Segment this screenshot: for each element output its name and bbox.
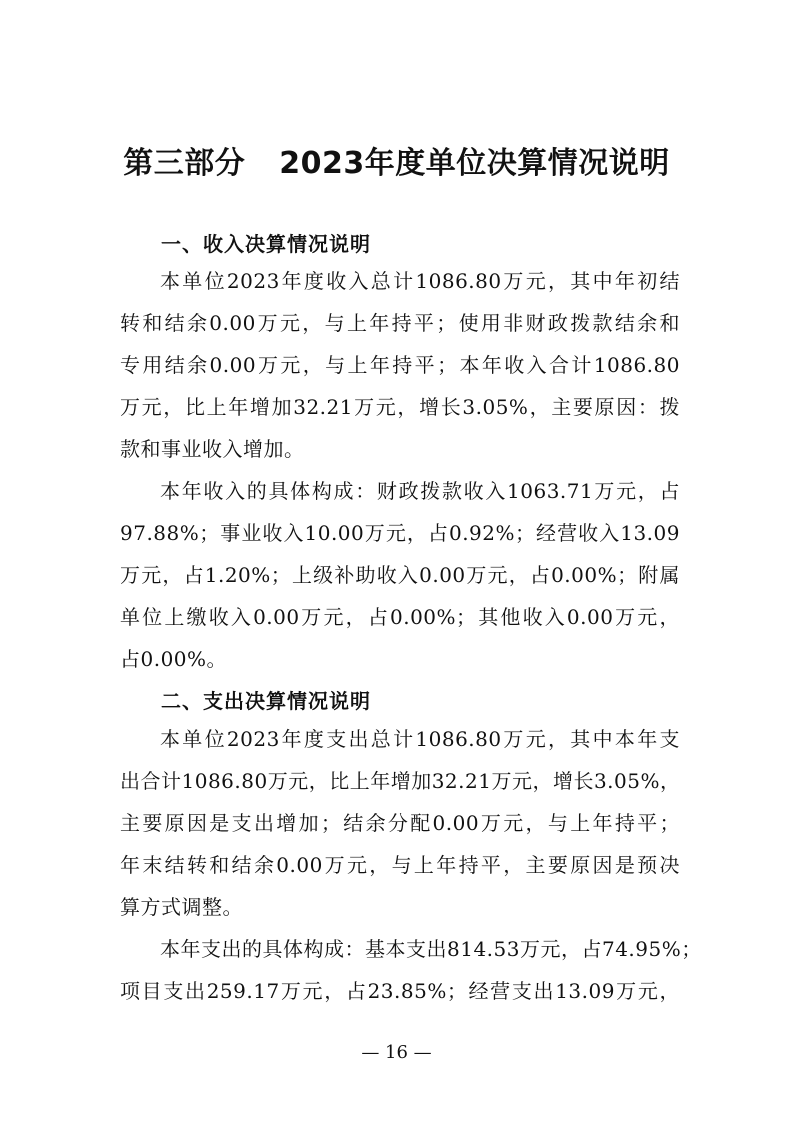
- paragraph-line: 97.88%；事业收入10.00万元，占0.92%；经营收入13.09: [120, 521, 680, 545]
- paragraph-line: 本单位2023年度收入总计1086.80万元，其中年初结: [160, 269, 680, 293]
- paragraph-line: 年末结转和结余0.00万元，与上年持平，主要原因是预决: [120, 853, 680, 877]
- paragraph-line: 占0.00%。: [120, 647, 228, 671]
- section-heading-income: 一、收入决算情况说明: [161, 232, 371, 256]
- paragraph-line: 万元，比上年增加32.21万元，增长3.05%，主要原因：拨: [120, 395, 680, 419]
- paragraph-line: 本单位2023年度支出总计1086.80万元，其中本年支: [160, 727, 680, 751]
- section-heading-expenditure: 二、支出决算情况说明: [161, 689, 371, 713]
- paragraph-line: 本年支出的具体构成：基本支出814.53万元，占74.95%；: [160, 937, 702, 961]
- title-main: 2023年度单位决算情况说明: [279, 146, 670, 181]
- page-title: [0, 138, 793, 182]
- page-number: — 16 —: [361, 1042, 432, 1063]
- paragraph-line: 款和事业收入增加。: [120, 437, 305, 461]
- paragraph-line: 专用结余0.00万元，与上年持平；本年收入合计1086.80: [120, 353, 680, 377]
- paragraph-line: 本年收入的具体构成：财政拨款收入1063.71万元，占: [160, 479, 680, 503]
- paragraph-line: 转和结余0.00万元，与上年持平；使用非财政拨款结余和: [120, 311, 680, 335]
- paragraph-line: 算方式调整。: [120, 895, 243, 919]
- paragraph-line: 主要原因是支出增加；结余分配0.00万元，与上年持平；: [120, 811, 680, 835]
- paragraph-line: 万元，占1.20%；上级补助收入0.00万元，占0.00%；附属: [120, 563, 680, 587]
- paragraph-line: 项目支出259.17万元，占23.85%；经营支出13.09万元，: [120, 979, 680, 1003]
- paragraph-line: 出合计1086.80万元，比上年增加32.21万元，增长3.05%，: [120, 769, 681, 793]
- title-part: 第三部分: [123, 146, 246, 181]
- paragraph-line: 单位上缴收入0.00万元，占0.00%；其他收入0.00万元，: [120, 605, 680, 629]
